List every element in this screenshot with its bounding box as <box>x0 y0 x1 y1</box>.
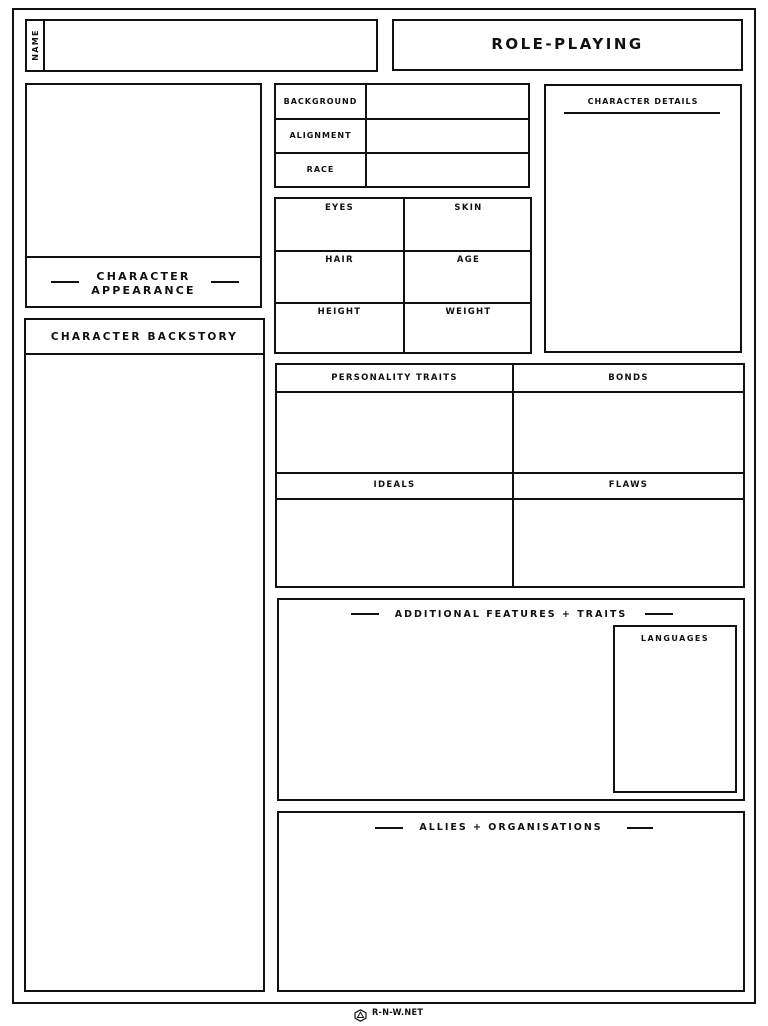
flaws-field[interactable] <box>516 502 741 584</box>
hair-field[interactable] <box>278 269 401 300</box>
hair-label: HAIR <box>325 255 354 265</box>
languages-label: LANGUAGES <box>640 634 710 643</box>
title-box <box>392 19 743 71</box>
appearance-image-field[interactable] <box>29 87 258 255</box>
features-box <box>277 598 745 801</box>
traits-grid <box>274 197 532 354</box>
personality-traits-label: PERSONALITY TRAITS <box>331 373 458 383</box>
page-title: ROLE-PLAYING <box>491 35 644 53</box>
languages-field[interactable] <box>617 649 733 789</box>
appearance-label-line2: APPEARANCE <box>91 284 196 297</box>
height-label: HEIGHT <box>317 307 362 317</box>
appearance-box <box>25 83 262 308</box>
eyes-field[interactable] <box>278 217 401 248</box>
languages-box <box>613 625 737 793</box>
background-label: BACKGROUND <box>283 97 358 106</box>
background-field[interactable] <box>368 87 526 117</box>
backstory-title: CHARACTER BACKSTORY <box>50 331 239 343</box>
footer-site[interactable]: R-N-W.NET <box>372 1008 424 1018</box>
d20-dice-icon <box>354 1007 367 1026</box>
backstory-field[interactable] <box>28 357 261 988</box>
eyes-label: EYES <box>324 203 355 213</box>
allies-field[interactable] <box>281 841 741 988</box>
features-title: ADDITIONAL FEATURES + TRAITS <box>394 609 628 620</box>
name-label: NAME <box>31 29 40 61</box>
weight-label: WEIGHT <box>445 307 492 317</box>
skin-label: SKIN <box>454 203 483 213</box>
details-box <box>544 84 742 353</box>
footer <box>340 1006 440 1022</box>
ideals-label: IDEALS <box>373 480 416 490</box>
alignment-field[interactable] <box>368 121 526 151</box>
bonds-label: BONDS <box>608 373 649 383</box>
weight-field[interactable] <box>407 321 530 350</box>
name-box <box>25 19 378 72</box>
info-box <box>274 83 530 188</box>
alignment-label: ALIGNMENT <box>289 131 352 140</box>
features-field[interactable] <box>283 628 609 796</box>
skin-field[interactable] <box>407 217 530 248</box>
name-field[interactable] <box>47 23 374 68</box>
age-label: AGE <box>456 255 481 265</box>
allies-box <box>277 811 745 992</box>
race-field[interactable] <box>368 155 526 185</box>
details-field[interactable] <box>548 118 738 349</box>
personality-traits-field[interactable] <box>279 395 510 470</box>
ideals-field[interactable] <box>279 502 510 584</box>
personality-box <box>275 363 745 588</box>
details-title: CHARACTER DETAILS <box>587 97 699 106</box>
allies-title: ALLIES + ORGANISATIONS <box>419 822 603 833</box>
appearance-label-line1: CHARACTER <box>96 270 191 283</box>
age-field[interactable] <box>407 269 530 300</box>
race-label: RACE <box>306 165 335 174</box>
backstory-box <box>24 318 265 992</box>
flaws-label: FLAWS <box>608 480 649 490</box>
bonds-field[interactable] <box>516 395 741 470</box>
height-field[interactable] <box>278 321 401 350</box>
